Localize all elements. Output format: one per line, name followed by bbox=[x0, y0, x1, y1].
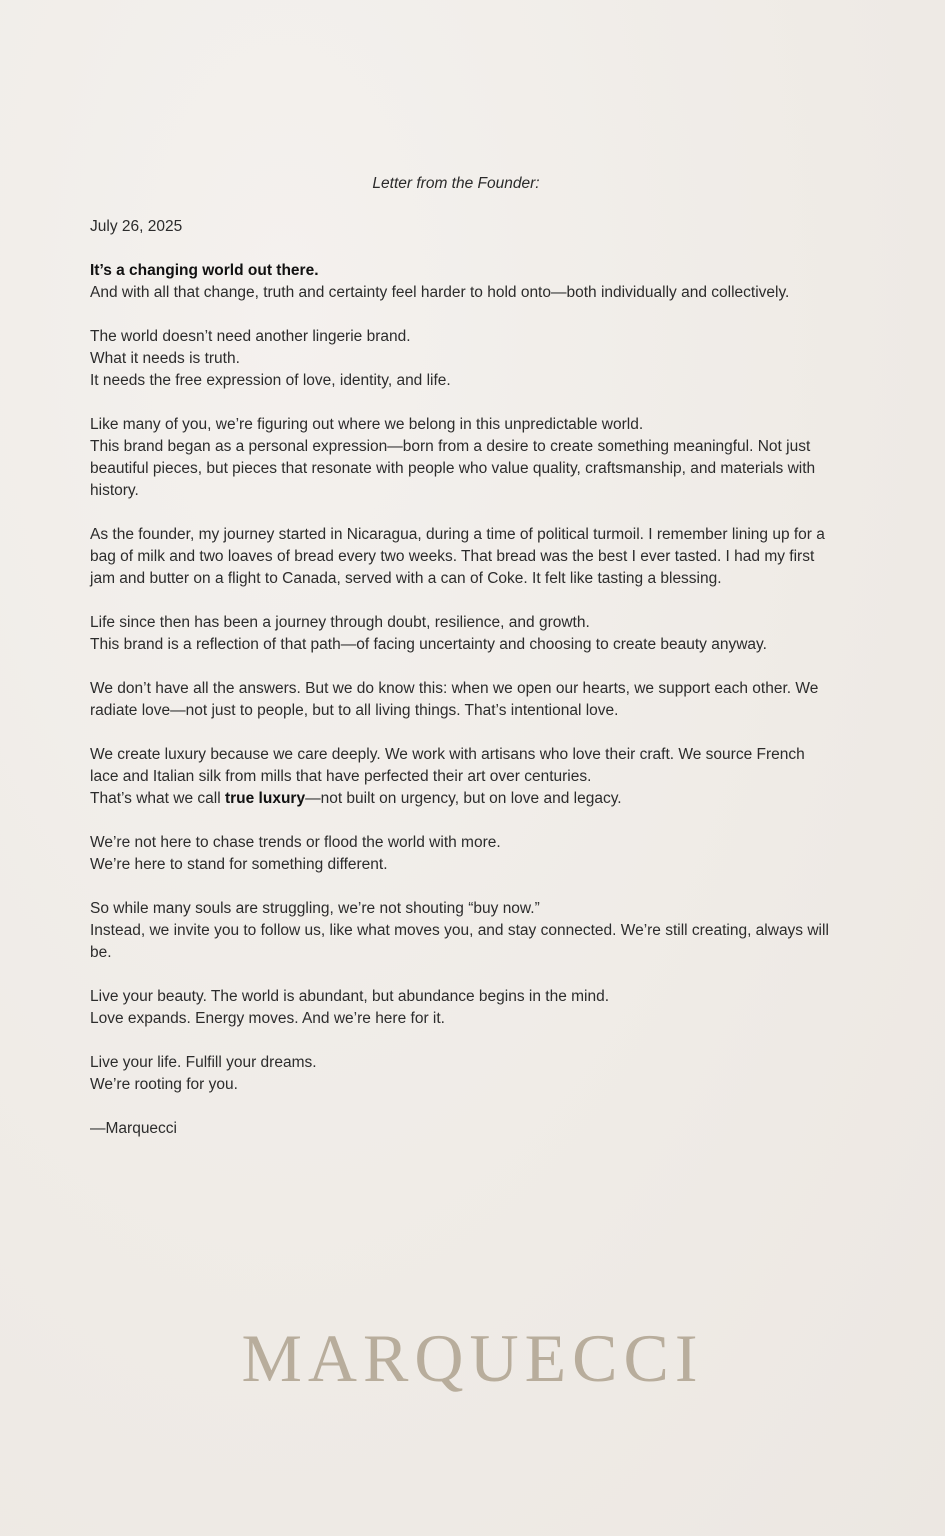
paragraph-5-line-1: Life since then has been a journey through doubt, resilience, and growth. bbox=[90, 614, 590, 631]
paragraph-9-line-1: So while many souls are struggling, we’re not shouting “buy now.” bbox=[90, 900, 540, 917]
paragraph-8-line-1: We’re not here to chase trends or flood the world with more. bbox=[90, 834, 501, 851]
paragraph-9 bbox=[90, 898, 835, 964]
paragraph-3-line-1: Like many of you, we’re figuring out where we belong in this unpredictable world. bbox=[90, 416, 644, 433]
paragraph-11-line-1: Live your life. Fulfill your dreams. bbox=[90, 1054, 317, 1071]
paragraph-3 bbox=[90, 414, 835, 502]
true-luxury-suffix: —not built on urgency, but on love and legacy. bbox=[305, 790, 622, 807]
paragraph-7-line-1: We create luxury because we care deeply. We work with artisans who love their craft. We source French lace and Italian silk from mills that have perfected their art over centuries. bbox=[90, 746, 805, 785]
paragraph-1 bbox=[90, 260, 835, 304]
true-luxury-prefix: That’s what we call bbox=[90, 790, 225, 807]
paragraph-9-line-2: Instead, we invite you to follow us, like what moves you, and stay connected. We’re still creating, always will be. bbox=[90, 922, 829, 961]
letter-heading: Letter from the Founder: bbox=[372, 175, 540, 192]
paragraph-10-line-1: Live your beauty. The world is abundant, but abundance begins in the mind. bbox=[90, 988, 610, 1005]
opening-line: It’s a changing world out there. bbox=[90, 262, 319, 279]
paragraph-8-line-2: We’re here to stand for something different. bbox=[90, 856, 388, 873]
true-luxury-emphasis: true luxury bbox=[224, 790, 306, 807]
letter-body bbox=[90, 216, 835, 1162]
paragraph-11-line-2: We’re rooting for you. bbox=[90, 1076, 238, 1093]
paragraph-10-line-2: Love expands. Energy moves. And we’re here for it. bbox=[90, 1010, 445, 1027]
paragraph-2-line-2: What it needs is truth. bbox=[90, 350, 240, 367]
letter-date: July 26, 2025 bbox=[90, 218, 183, 235]
paragraph-1-text: And with all that change, truth and certainty feel harder to hold onto—both individually and collectively. bbox=[90, 284, 790, 301]
paragraph-10 bbox=[90, 986, 835, 1030]
paragraph-2-line-3: It needs the free expression of love, identity, and life. bbox=[90, 372, 451, 389]
paragraph-11 bbox=[90, 1052, 835, 1096]
paragraph-4: As the founder, my journey started in Nicaragua, during a time of political turmoil. I remember lining up for a bag of milk and two loaves of bread every two weeks. That bread was the best I ever tasted. I had my first jam and butter on a flight to Canada, served with a can of Coke. It felt like tasting a blessing. bbox=[90, 526, 825, 587]
paragraph-7 bbox=[90, 744, 835, 810]
paragraph-3-line-2: This brand began as a personal expression—born from a desire to create something meaningful. Not just beautiful pieces, but pieces that resonate with people who value quality, craftsmanship, and materials with history. bbox=[90, 438, 816, 499]
brand-wordmark: MARQUECCI bbox=[241, 1320, 704, 1396]
paragraph-8 bbox=[90, 832, 835, 876]
paragraph-6: We don’t have all the answers. But we do know this: when we open our hearts, we support each other. We radiate love—not just to people, but to all living things. That’s intentional love. bbox=[90, 680, 819, 719]
paragraph-5 bbox=[90, 612, 835, 656]
paragraph-7-line-2 bbox=[90, 788, 835, 810]
paragraph-2 bbox=[90, 326, 835, 392]
paragraph-5-line-2: This brand is a reflection of that path—of facing uncertainty and choosing to create beauty anyway. bbox=[90, 636, 767, 653]
signature: —Marquecci bbox=[90, 1120, 177, 1137]
paragraph-2-line-1: The world doesn’t need another lingerie brand. bbox=[90, 328, 411, 345]
